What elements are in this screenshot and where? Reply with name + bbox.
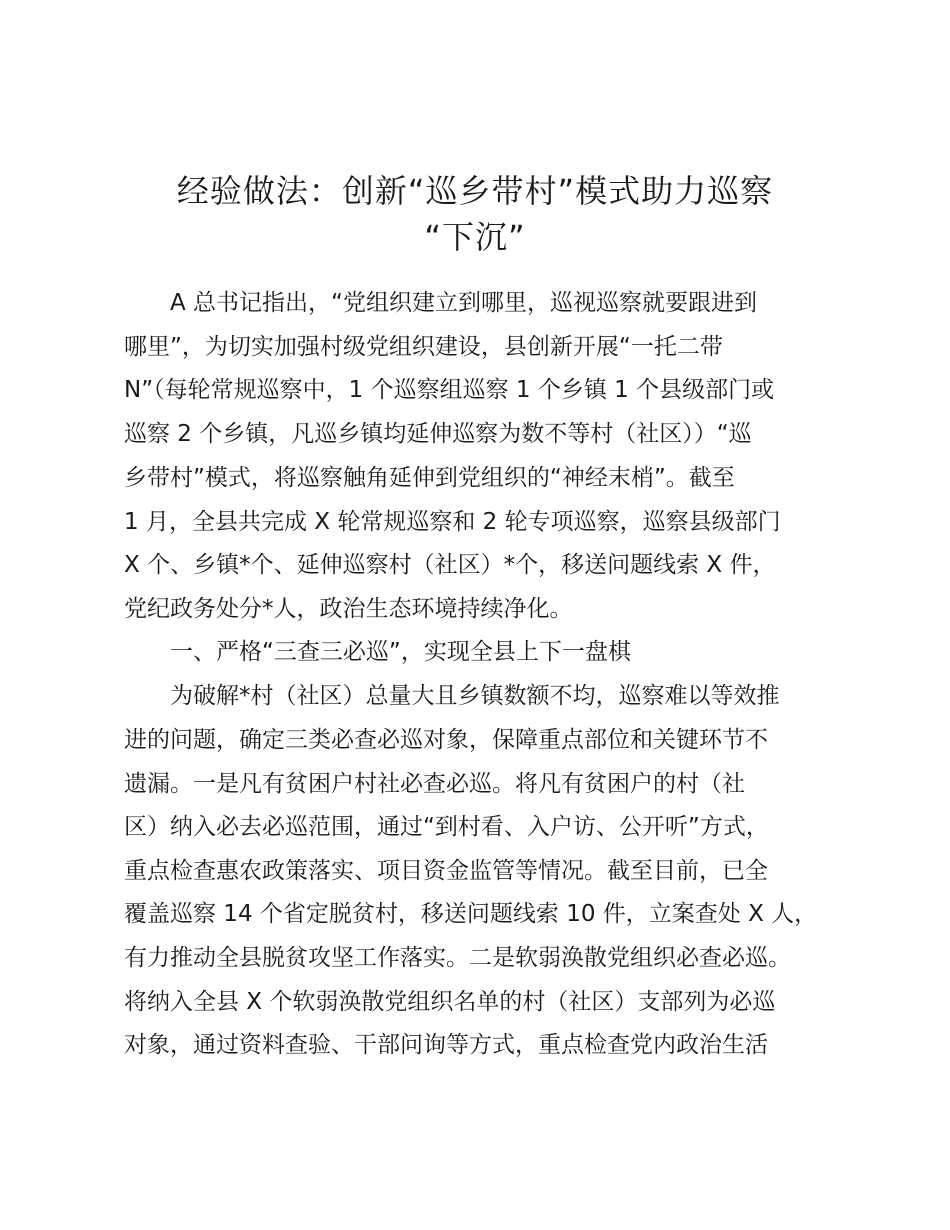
paragraph-line: 巡察 2 个乡镇，凡巡乡镇均延伸巡察为数不等村（社区））“巡	[124, 421, 752, 447]
paragraph-line: 党纪政务处分*人，政治生态环境持续净化。	[124, 596, 573, 622]
title-line: “下沉”	[424, 218, 526, 256]
section-heading: 一、严格“三查三必巡”，实现全县上下一盘棋	[124, 639, 631, 665]
title-line: 经验做法：创新“巡乡带村”模式助力巡察	[176, 172, 774, 210]
document-title	[120, 168, 830, 260]
paragraph-line: 进的问题，确定三类必查必巡对象，保障重点部位和关键环节不	[124, 727, 768, 753]
paragraph-line: N”（每轮常规巡察中，1 个巡察组巡察 1 个乡镇 1 个县级部门或	[124, 377, 775, 403]
paragraph-line: A 总书记指出，“党组织建立到哪里，巡视巡察就要跟进到	[124, 290, 757, 316]
paragraph-line: 1 月，全县共完成 X 轮常规巡察和 2 轮专项巡察，巡察县级部门	[124, 509, 781, 535]
paragraph-line: X 个、乡镇*个、延伸巡察村（社区）*个，移送问题线索 X 件，	[124, 552, 776, 578]
paragraph-line: 重点检查惠农政策落实、项目资金监管等情况。截至目前，已全	[124, 858, 768, 884]
paragraph-line: 有力推动全县脱贫攻坚工作落实。二是软弱涣散党组织必查必巡。	[124, 945, 791, 971]
paragraph-line: 为破解*村（社区）总量大且乡镇数额不均，巡察难以等效推	[124, 683, 780, 709]
paragraph-line: 将纳入全县 X 个软弱涣散党组织名单的村（社区）支部列为必巡	[124, 989, 776, 1015]
paragraph-line: 遗漏。一是凡有贫困户村社必查必巡。将凡有贫困户的村（社	[124, 771, 745, 797]
paragraph-line: 乡带村”模式，将巡察触角延伸到党组织的“神经末梢”。截至	[124, 465, 735, 491]
paragraph-line: 覆盖巡察 14 个省定脱贫村，移送问题线索 10 件，立案查处 X 人，	[124, 901, 818, 927]
paragraph-line: 哪里”，为切实加强村级党组织建设，县创新开展“一托二带	[124, 334, 723, 360]
paragraph-line: 区）纳入必去必巡范围，通过“到村看、入户访、公开听”方式，	[124, 814, 769, 840]
paragraph-line: 对象，通过资料查验、干部问询等方式，重点检查党内政治生活	[124, 1032, 768, 1058]
